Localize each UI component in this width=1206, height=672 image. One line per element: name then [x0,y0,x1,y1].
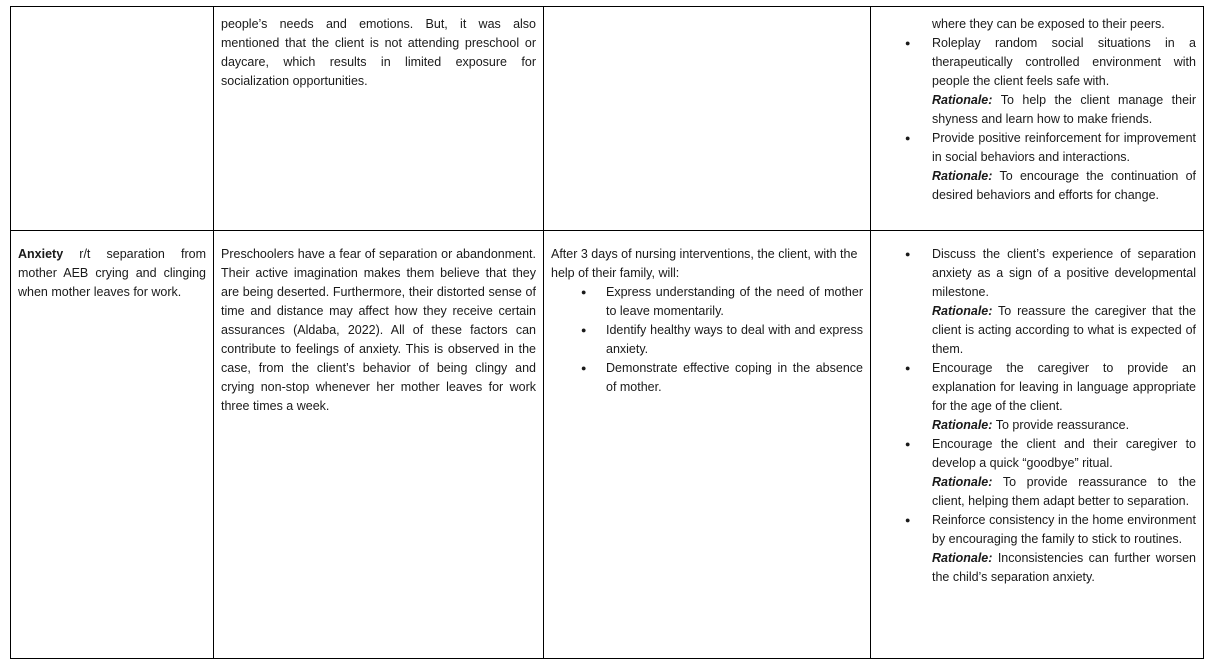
list-item [878,245,1196,359]
analysis-cell [214,7,544,231]
list-item [878,129,1196,205]
intervention-text: Encourage the client and their caregiver to develop a quick “goodbye” ritual. [932,437,1196,470]
rationale-label: Rationale: [932,475,993,489]
rationale-label: Rationale: [932,93,993,107]
rationale-text: To encourage the continuation of desired behaviors and efforts for change. [932,169,1197,202]
list-item [878,511,1196,587]
analysis-cell [214,231,544,659]
analysis-text: people’s needs and emotions. But, it was also mentioned that the client is not attending preschool or daycare, which results in limited exposure for socialization opportunities. [221,17,536,88]
list-item: ● Demonstrate effective coping in the absence of mother. [551,359,863,397]
table-row [11,7,1204,231]
rationale-label: Rationale: [932,169,993,183]
rationale-label: Rationale: [932,418,993,432]
rationale-text: To reassure the caregiver that the client is acting according to what is expected of them. [932,304,1197,356]
rationale-text: To provide reassurance. [995,418,1130,432]
intervention-text: Reinforce consistency in the home environment by encouraging the family to stick to routines. [932,513,1196,546]
diagnosis-description: r/t separation from mother AEB crying and clinging when mother leaves for work. [18,247,206,299]
interventions-cell [871,231,1204,659]
rationale-text: To help the client manage their shyness and learn how to make friends. [932,93,1197,126]
nursing-care-plan-table [10,6,1204,659]
diagnosis-cell [11,7,214,231]
goal-cell [544,231,871,659]
diagnosis-label: Anxiety [18,247,64,261]
list-item [878,359,1196,435]
rationale-text: To provide reassurance to the client, helping them adapt better to separation. [932,475,1196,508]
table-row [11,231,1204,659]
intervention-text: Provide positive reinforcement for improvement in social behaviors and interactions. [932,131,1196,164]
diagnosis-cell [11,231,214,659]
interventions-continued-text: where they can be exposed to their peers. [932,17,1165,31]
rationale-text: Inconsistencies can further worsen the child’s separation anxiety. [932,551,1196,584]
analysis-text: Preschoolers have a fear of separation or abandonment. Their active imagination makes them believe that they are being deserted. Furthermore, their distorted sense of time and distance may affect how they receive certain assurances (Aldaba, 2022). All of these factors can contribute to feelings of anxiety. This is observed in the case, from the client’s behavior of being clingy and crying non-stop whenever her mother leaves for work three times a week. [221,247,536,413]
list-item: ● Identify healthy ways to deal with and express anxiety. [551,321,863,359]
rationale-label: Rationale: [932,304,993,318]
list-item: ● Express understanding of the need of mother to leave momentarily. [551,283,863,321]
list-item [878,34,1196,129]
goal-intro: After 3 days of nursing interventions, the client, with the help of their family, will: [551,247,858,280]
interventions-list [878,34,1196,205]
interventions-list [878,245,1196,587]
list-item [878,435,1196,511]
rationale-label: Rationale: [932,551,993,565]
intervention-text: Roleplay random social situations in a therapeutically controlled environment with people the client feels safe with. [932,36,1196,88]
interventions-cell [871,7,1204,231]
intervention-text: Encourage the caregiver to provide an explanation for leaving in language appropriate for the age of the client. [932,361,1196,413]
goals-list [551,283,863,397]
goal-cell [544,7,871,231]
diagnosis-text [18,245,206,302]
intervention-text: Discuss the client’s experience of separation anxiety as a sign of a positive developmental milestone. [932,247,1196,299]
